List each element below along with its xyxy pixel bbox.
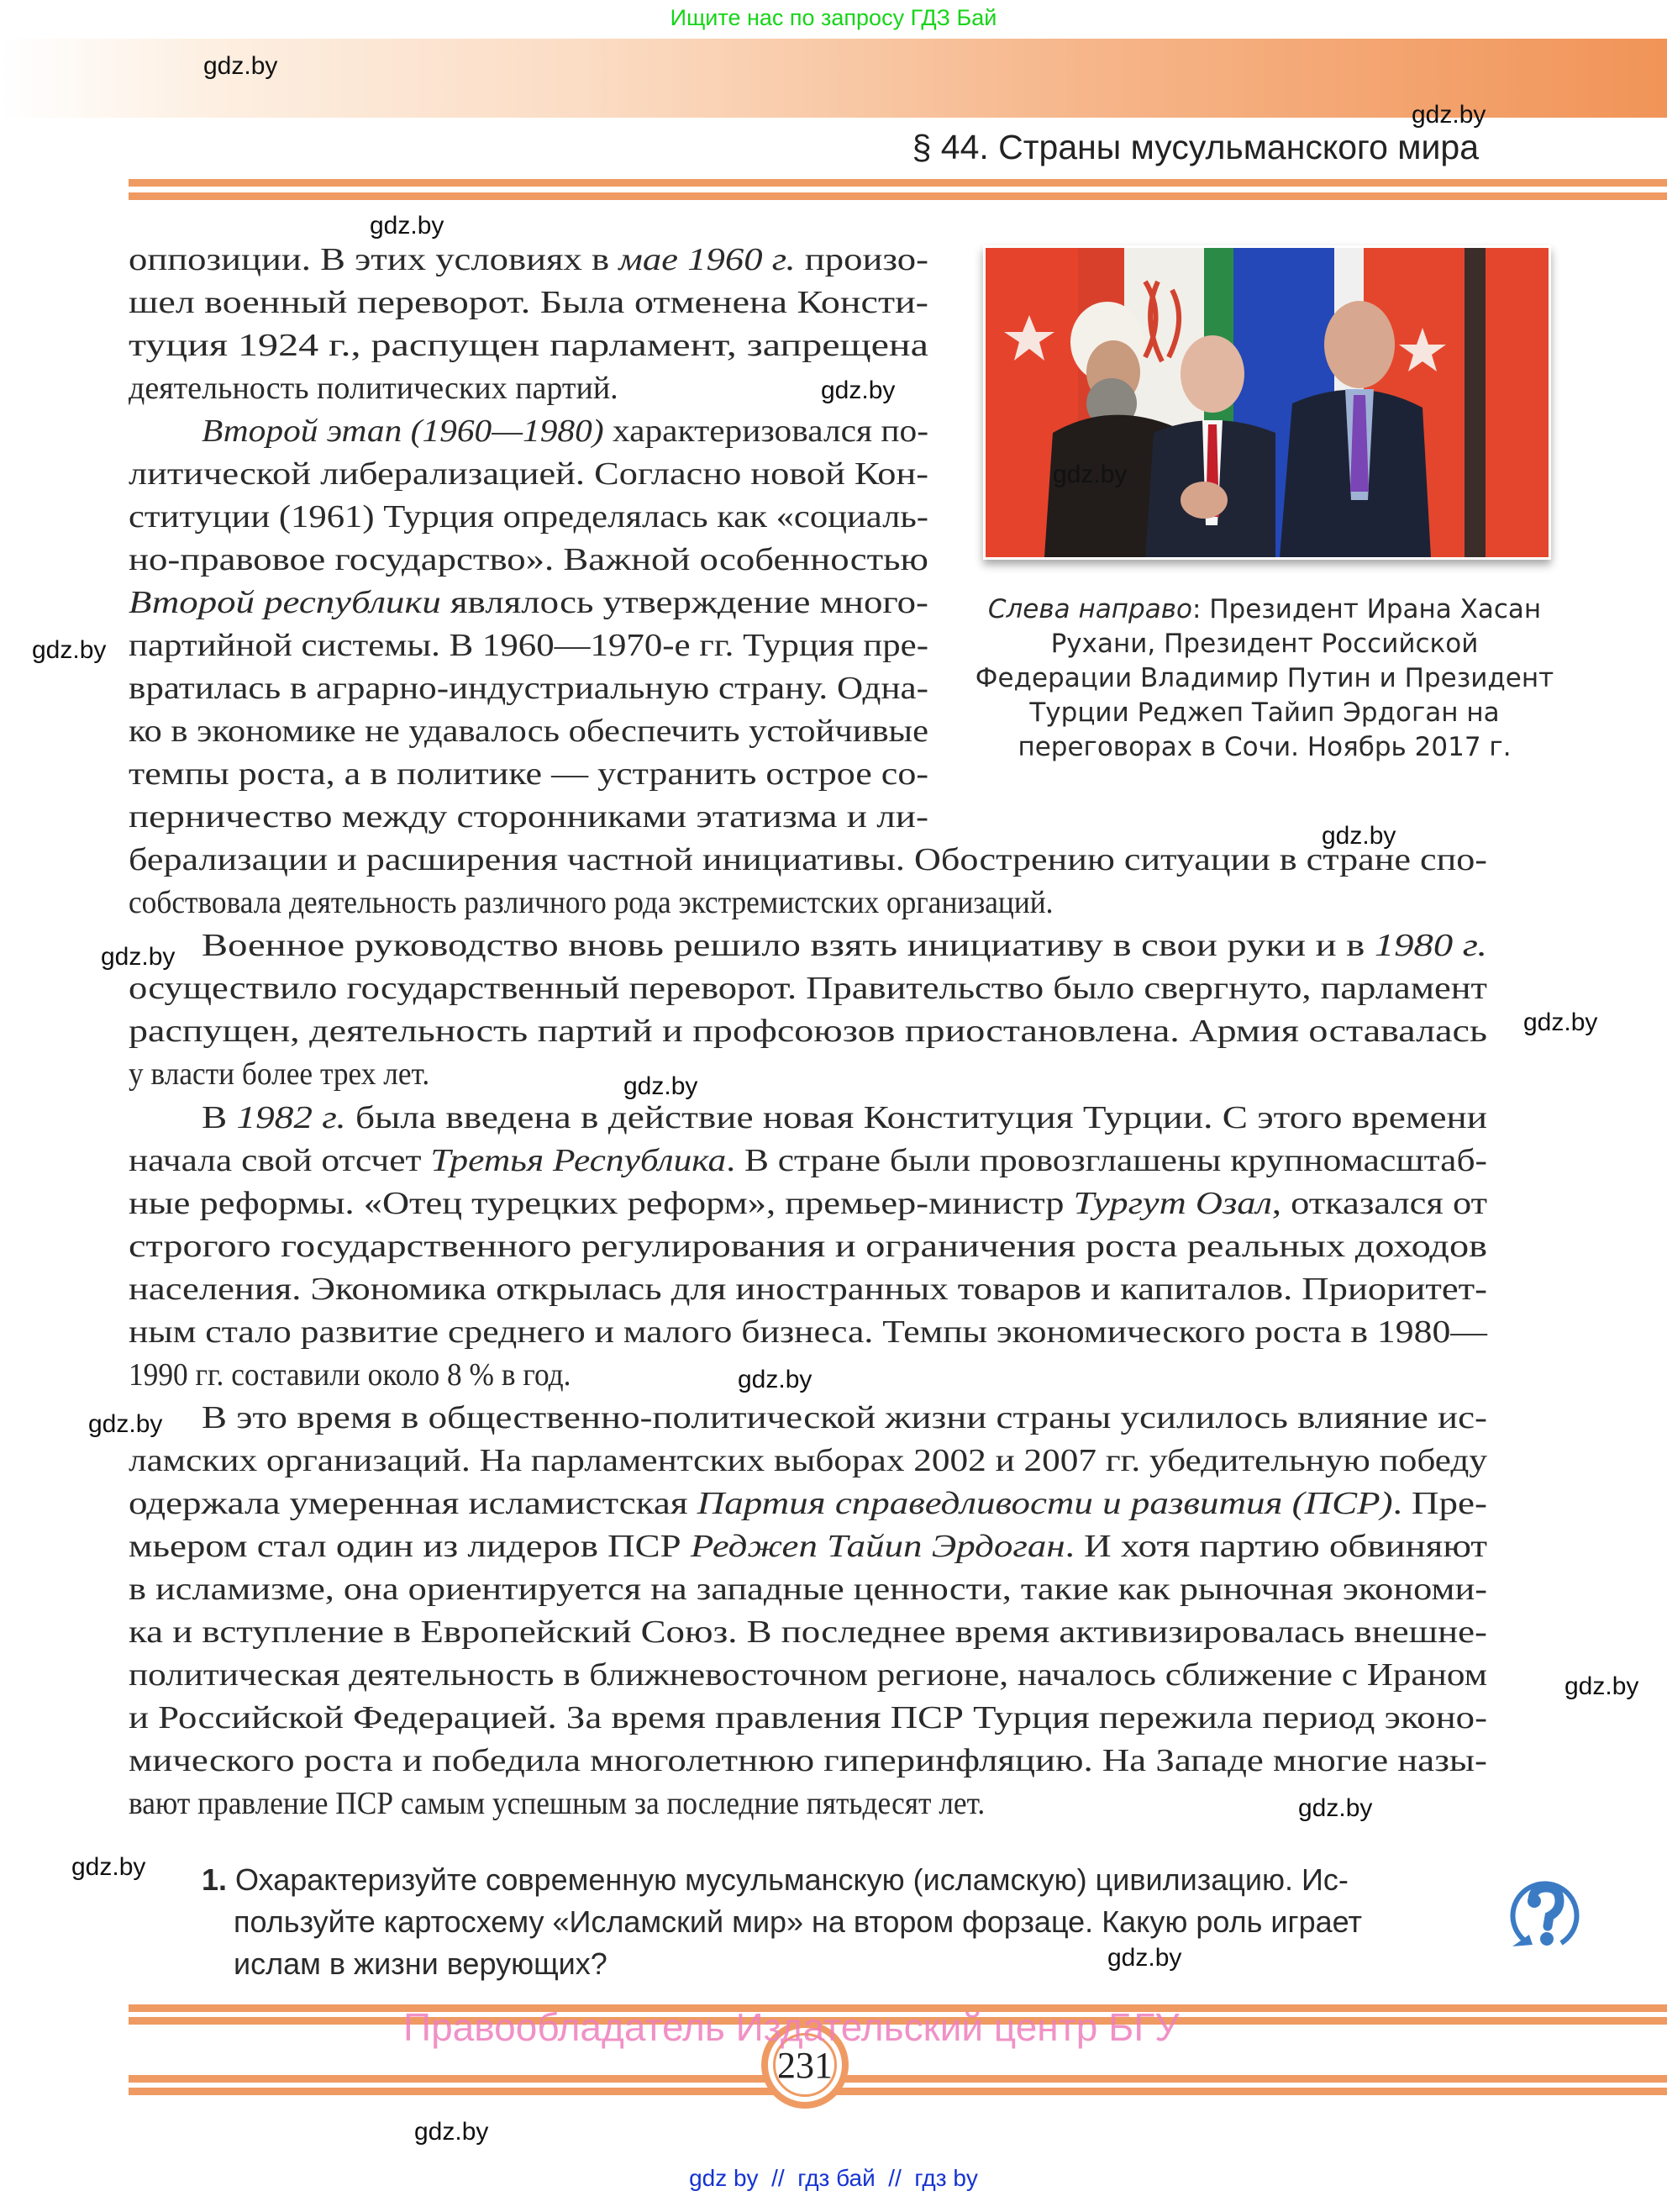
photo-illustration [986,248,1549,557]
text-line [129,1440,1487,1483]
line-content [129,1010,1487,1053]
text-line [129,1525,1487,1568]
text-run: но-правовое государство». Важной особенностью [129,542,928,577]
text-run: шел военный переворот. Была отменена Консти- [129,285,928,320]
text-run: , отказался от [1271,1186,1487,1221]
line-content [129,1311,1487,1354]
line-content [129,1225,1487,1268]
text-run: оппозиции. В этих условиях в [129,242,619,277]
footer-links[interactable]: gdz by // гдз бай // гдз by [689,2165,978,2191]
header-rule-top [129,179,1667,187]
text-line [129,1654,1487,1697]
text-run: туция 1924 г., распущен парламент, запрещена [129,328,928,363]
gdz-watermark: gdz.by [1523,1009,1598,1036]
text-line [129,1010,1487,1053]
text-run: В это время в общественно-политической жизни страны усилилось влияние ис- [202,1400,1487,1435]
text-run: являлось утверждение много- [440,585,928,620]
line-content [129,453,928,496]
text-line [129,796,928,839]
text-run: в исламизме, она ориентируется на западные ценности, такие как рыночная экономи- [129,1572,1487,1607]
question-text: Охарактеризуйте современную мусульманскую (исламскую) цивилизацию. Ис- [235,1862,1349,1897]
italic-text: Второй этап (1960—1980) [202,413,604,449]
gdz-watermark: gdz.by [203,52,278,80]
line-content [129,282,928,324]
caption-text: : Президент Ирана Хасан [1191,594,1542,624]
text-line [129,582,928,624]
text-line [129,453,928,496]
line-content [129,1354,571,1397]
text-line [129,324,928,367]
text-line [129,1311,1487,1354]
gdz-watermark: gdz.by [1298,1794,1373,1822]
text-run: населения. Экономика открылась для иностранных товаров и капиталов. Приоритет- [129,1272,1487,1307]
text-line [202,1397,1487,1440]
text-line [129,282,928,324]
question-number: 1. [202,1862,228,1897]
line-content [202,1097,1487,1140]
line-content [202,924,1487,967]
text-run: вратилась в аграрно-индустриальную страну. Одна- [129,671,928,706]
text-run: и Российской Федерацией. За время правления ПСР Турция пережила период эконо- [129,1700,1487,1735]
header-rule-bottom [129,192,1667,200]
question-line-1 [202,1859,1362,1901]
line-content [202,1397,1487,1440]
text-run: . Пре- [1392,1486,1487,1521]
text-run: мического роста и победила многолетнюю гиперинфляцию. На Западе многие назы- [129,1743,1487,1778]
line-content [129,624,928,667]
gdz-watermark: gdz.by [1322,822,1396,850]
gdz-watermark: gdz.by [1053,461,1128,488]
italic-text: мае 1960 г. [618,242,796,277]
gdz-watermark: gdz.by [414,2118,489,2146]
line-content [129,882,1054,924]
top-search-notice: Ищите нас по запросу ГДЗ Бай [670,5,997,30]
question-line-3: ислам в жизни верующих? [234,1946,607,1981]
caption-line-5: переговорах в Сочи. Ноябрь 2017 г. [1018,732,1512,762]
line-content [129,753,928,796]
gdz-watermark: gdz.by [71,1853,146,1881]
text-line [129,1483,1487,1525]
gdz-watermark: gdz.by [738,1366,812,1393]
line-content [129,1654,1487,1697]
text-run: политическая деятельность в ближневосточном регионе, началось сближение с Ираном [129,1657,1487,1693]
text-run: берализации и расширения частной инициативы. Обострению ситуации в стране спо- [129,842,1487,877]
text-line [129,624,928,667]
line-content [129,539,928,582]
text-line [129,1697,1487,1740]
line-content [129,667,928,710]
line-content [129,1140,1487,1182]
text-run: . В стране были провозглашены крупномасштаб- [726,1143,1487,1178]
caption-line-2: Рухани, Президент Российской [1050,629,1479,659]
line-content [129,1440,1487,1483]
italic-text: Реджеп Тайип Эрдоган [690,1529,1065,1564]
text-line [202,410,928,453]
italic-text: Тургут Озал [1073,1186,1272,1221]
line-content [129,1268,1487,1311]
caption-line-4: Турции Реджеп Тайип Эрдоган на [1029,698,1500,728]
text-line [129,1568,1487,1611]
question-line-2: пользуйте картосхему «Исламский мир» на втором форзаце. Какую роль играет [234,1904,1362,1939]
line-content [129,367,618,410]
page-number: 231 [777,2045,833,2086]
text-line [129,1611,1487,1654]
italic-text: 1980 г. [1374,928,1487,963]
text-run: мьером стал один из лидеров ПСР [129,1529,691,1564]
line-content [129,496,928,539]
line-content [129,710,928,753]
line-content [129,796,928,839]
line-content [129,1483,1487,1525]
gdz-watermark: gdz.by [1412,101,1486,129]
text-run: литической либерализацией. Согласно новой Кон- [129,456,928,492]
question-bubble-icon [1504,1872,1585,1953]
italic-text: Партия справедливости и развития (ПСР) [697,1486,1393,1521]
gdz-watermark: gdz.by [101,943,176,971]
line-content [129,1568,1487,1611]
text-run: ламских организаций. На парламентских выборах 2002 и 2007 гг. убедительную победу [129,1443,1487,1478]
line-content [129,1697,1487,1740]
text-line [129,367,928,410]
text-line [129,839,1487,882]
italic-text: 1982 г. [236,1100,346,1135]
italic-text: Третья Республика [430,1143,727,1178]
text-run: ные реформы. «Отец турецких реформ», премьер-министр [129,1186,1074,1221]
footer-rule-3 [129,2075,1667,2083]
text-run: деятельность политических партий. [129,371,618,406]
gdz-watermark: gdz.by [1107,1944,1182,1972]
text-run: произо- [795,242,928,277]
text-line [129,496,928,539]
line-content [129,1783,985,1825]
line-content [202,410,928,453]
text-run: характеризовался по- [603,413,928,449]
gdz-watermark: gdz.by [821,377,896,404]
caption-line-1 [958,592,1571,627]
text-run: осуществило государственный переворот. Правительство было свергнуто, парламент [129,971,1487,1006]
line-content [129,1182,1487,1225]
footer-rule-4 [129,2088,1667,2095]
text-line [129,539,928,582]
text-line [129,882,1487,924]
text-line [129,1740,1487,1783]
gdz-watermark: gdz.by [32,636,107,664]
text-line [129,967,1487,1010]
caption-italic-prefix: Слева направо [987,594,1192,624]
text-line [129,1268,1487,1311]
text-run: вают правление ПСР самым успешным за последние пятьдесят лет. [129,1786,986,1821]
text-line [129,1182,1487,1225]
text-line [129,667,928,710]
text-run: одержала умеренная исламистская [129,1486,697,1521]
line-content [129,1740,1487,1783]
text-line [129,1783,1487,1825]
text-run: ко в экономике не удавалось обеспечить устойчивые [129,714,928,749]
text-run: строгого государственного регулирования и ограничения роста реальных доходов [129,1229,1487,1264]
text-run: партийной системы. В 1960—1970-е гг. Турция пре- [129,628,928,663]
gdz-watermark: gdz.by [370,212,444,240]
section-heading: § 44. Страны мусульманского мира [912,128,1479,166]
photo-caption [958,592,1571,765]
text-run: собствовала деятельность различного рода экстремистских организаций. [129,885,1054,920]
review-question [202,1859,1362,1985]
line-content [129,582,928,624]
line-content [129,967,1487,1010]
text-line [129,753,928,796]
line-content [129,1053,429,1096]
text-line [202,924,1487,967]
text-run: перничество между сторонниками этатизма и ли- [129,799,928,835]
text-line [129,710,928,753]
gdz-watermark: gdz.by [88,1410,163,1438]
text-run: распущен, деятельность партий и профсоюзов приостановлена. Армия оставалась [129,1014,1487,1049]
caption-line-3: Федерации Владимир Путин и Президент [975,663,1554,693]
line-content [129,839,1487,882]
text-line [129,1225,1487,1268]
line-content [129,1525,1487,1568]
text-line [129,239,928,282]
text-line [129,1140,1487,1182]
gdz-watermark: gdz.by [623,1072,698,1100]
text-run: начала свой отсчет [129,1143,431,1178]
text-run: была введена в действие новая Конституция Турции. С этого времени [345,1100,1488,1135]
line-content [129,1611,1487,1654]
text-run: В [202,1100,237,1135]
gdz-watermark: gdz.by [1564,1672,1639,1700]
copyright-overlay: Правообладатель Издательский центр БГУ [403,2005,1180,2049]
text-run: у власти более трех лет. [129,1056,430,1092]
line-content [129,324,928,367]
text-run: ным стало развитие среднего и малого бизнеса. Темпы экономического роста в 1980— [129,1314,1487,1350]
text-run: темпы роста, а в политике — устранить острое со- [129,756,928,792]
text-line [129,1053,1487,1096]
text-run: ституции (1961) Турция определялась как «социаль- [129,499,928,535]
line-content [129,239,928,282]
text-run: 1990 гг. составили около 8 % в год. [129,1357,571,1393]
text-run: . И хотя партию обвиняют [1065,1529,1487,1564]
text-run: ка и вступление в Европейский Союз. В последнее время активизировалась внешне- [129,1614,1487,1650]
summit-photo [983,245,1551,560]
italic-text: Второй республики [129,585,441,620]
text-run: Военное руководство вновь решило взять инициативу в свои руки и в [202,928,1375,963]
text-line [202,1097,1487,1140]
